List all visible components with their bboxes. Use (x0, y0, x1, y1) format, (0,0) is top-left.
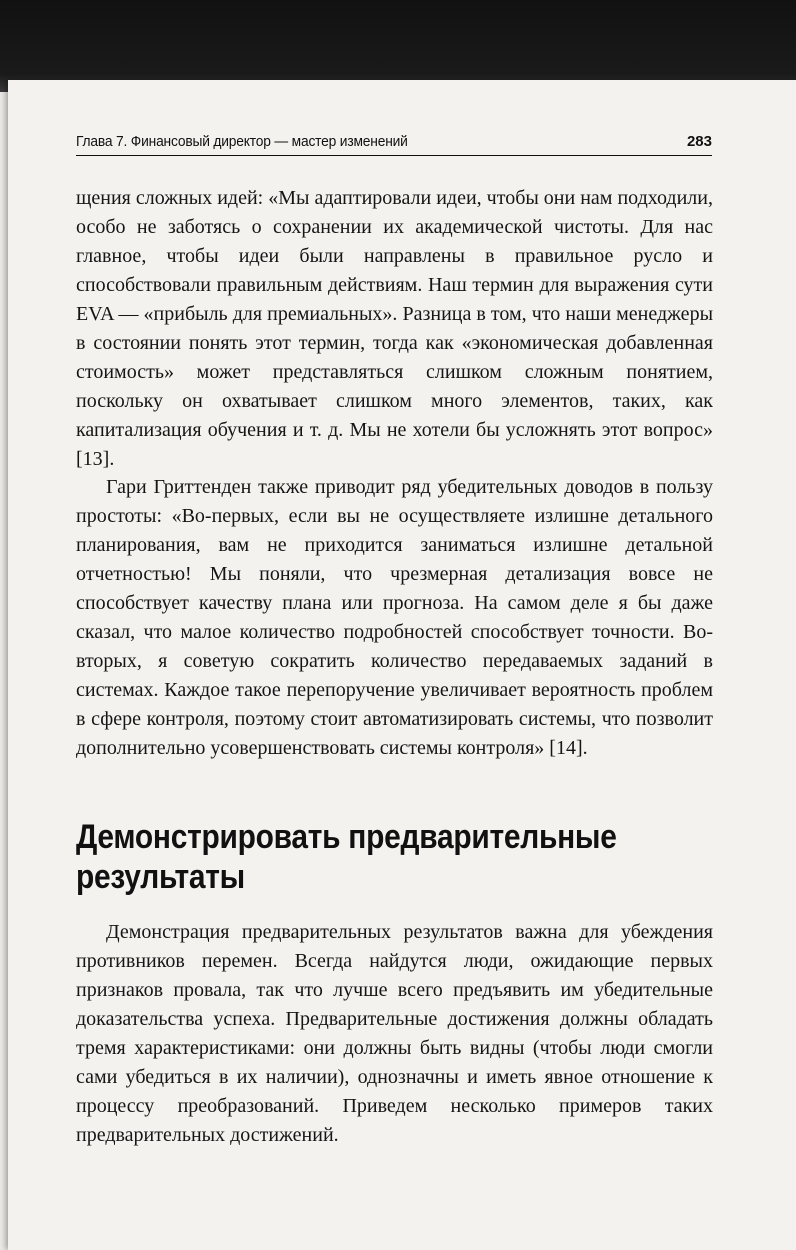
paragraph-1: щения сложных идей: «Мы адаптировали идеи, чтобы они нам подходили, особо не заботясь о сохранении их академической чистоты. Для нас главное, чтобы идеи были направлены в правильное русло и способствовали правильным действиям. Наш термин для выражения сути EVA — «прибыль для премиальных». Разница в том, что наши менеджеры в состоянии понять этот термин, тогда как «экономическая добавленная стоимость» может представляться слишком сложным понятием, поскольку он охватывает слишком много элементов, таких, как капитализация обучения и т. д. Мы не хотели бы усложнять этот вопрос» [13]. (76, 187, 713, 470)
running-header (76, 133, 712, 156)
running-title: Глава 7. Финансовый директор — мастер изменений (76, 133, 408, 150)
scan-dark-border (0, 0, 796, 92)
paragraph-3: Демонстрация предварительных результатов важна для убеждения противников перемен. Всегда найдутся люди, ожидающие первых признаков провала, так что лучше всего предъявить им убедительные доказательства успеха. Предварительные достижения должны обладать тремя характеристиками: они должны быть видны (чтобы люди смогли сами убедиться в их наличии), однозначны и иметь явное отношение к процессу преобразований. Приведем несколько примеров таких предварительных достижений. (76, 921, 713, 1146)
page-number: 283 (686, 133, 712, 150)
paragraph-2: Гари Гриттенден также приводит ряд убедительных доводов в пользу простоты: «Во-первых, если вы не осуществляете излишне детального планирования, вам не приходится заниматься излишне детальной отчетностью! Мы поняли, что чрезмерная детализация вовсе не способствует качеству плана или прогноза. На самом деле я бы даже сказал, что малое количество подробностей способствует точности. Во-вторых, я советую сократить количество передаваемых заданий в системах. Каждое такое перепоручение увеличивает вероятность проблем в сфере контроля, поэтому стоит автоматизировать системы, что позволит дополнительно усовершенствовать системы контроля» [14]. (76, 476, 713, 759)
section-heading: Демонстрировать предварительные результаты (76, 818, 617, 896)
